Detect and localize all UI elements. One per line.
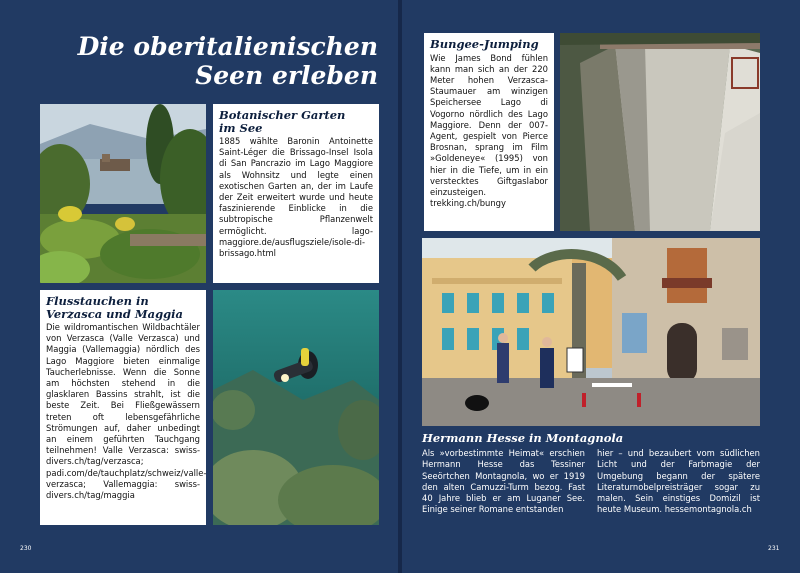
- hesse-text-col-1: Als »vorbestimmte Heimat« erschien Hermann Hesse das Tessiner Seeörtchen Montagnola, wo er 1919 den alten Camuzzi-Turm bezog. Fast 40 Jahre blieb er am Luganer See. Einige seiner Romane entstanden: [422, 448, 585, 515]
- montagnola-photo: [422, 238, 760, 426]
- hesse-caption: [422, 432, 760, 516]
- river-diving-title: [46, 295, 200, 320]
- botanical-garden-box: [213, 104, 379, 283]
- page-number-left: 230: [20, 545, 32, 552]
- garden-photo: [40, 104, 206, 283]
- botanical-garden-title: [219, 109, 373, 134]
- diving-title-line-1: Flusstauchen in: [46, 294, 149, 308]
- left-page: [0, 0, 398, 573]
- river-diving-box: [40, 290, 206, 525]
- botanical-garden-text: 1885 wählte Baronin Antoinette Saint-Léger die Brissago-Insel Isola di San Pancrazio im Lago Maggiore als Wohnsitz und legte einen exotischen Garten an, der im Laufe der Zeit erweitert wurde und heute faszinierende Einblicke in die subtropische Pflanzenwelt ermöglicht. lago-maggiore.de/ausflugsziele/isole-di-brissago.html: [219, 136, 373, 259]
- headline-line-1: Die oberitalienischen: [77, 32, 378, 61]
- botanical-title-line-1: Botanischer Garten: [219, 108, 346, 122]
- diver-photo: [213, 290, 379, 525]
- hesse-text-col-2: hier – und bezaubert vom südlichen Licht und der Farbmagie der Umgebung begann der spätere Literaturnobelpreisträger sogar zu malen. Sein einstiges Domizil ist heute Museum. hessemontagnola.ch: [597, 448, 760, 515]
- dam-photo: [560, 33, 760, 231]
- diving-title-line-2: Verzasca und Maggia: [46, 306, 184, 321]
- page-number-right: 231: [768, 545, 780, 552]
- right-page: [402, 0, 800, 573]
- bungee-jumping-box: [424, 33, 554, 231]
- page-headline: [30, 32, 378, 90]
- botanical-title-line-2: im See: [219, 120, 263, 135]
- hesse-title: Hermann Hesse in Montagnola: [422, 431, 624, 445]
- bungee-jumping-text: Wie James Bond fühlen kann man sich an der 220 Meter hohen Verzasca-Staumauer am winzigen Speichersee Lago di Vogorno nördlich des Lago Maggiore. Denn der 007-Agent, gespielt von Pierce Brosnan, sprang im Film »Goldeneye« (1995) von hier in die Tiefe, um in ein verstecktes Giftgaslabor einzusteigen. trekking.ch/bungy: [430, 52, 548, 209]
- bungee-jumping-title: Bungee-Jumping: [430, 37, 539, 51]
- headline-line-2: Seen erleben: [195, 61, 378, 90]
- river-diving-text: Die wildromantischen Wildbachtäler von Verzasca (Valle Verzasca) und Maggia (Vallemaggia) nördlich des Lago Maggiore bieten einmalige Taucherlebnisse. Wenn die Sonne am höchsten stehend in die glasklaren Bassins strahlt, ist die beste Zeit. Bei Fließgewässern treten oft lebensgefährliche Strömungen auf, daher unbedingt an einem geführten Tauchgang teilnehmen! Valle Verzasca: swiss-divers.ch/tag/verzasca; padi.com/de/tauchplatz/schweiz/valle-verzasca; Vallemaggia: swiss-divers.ch/tag/maggia: [46, 322, 207, 501]
